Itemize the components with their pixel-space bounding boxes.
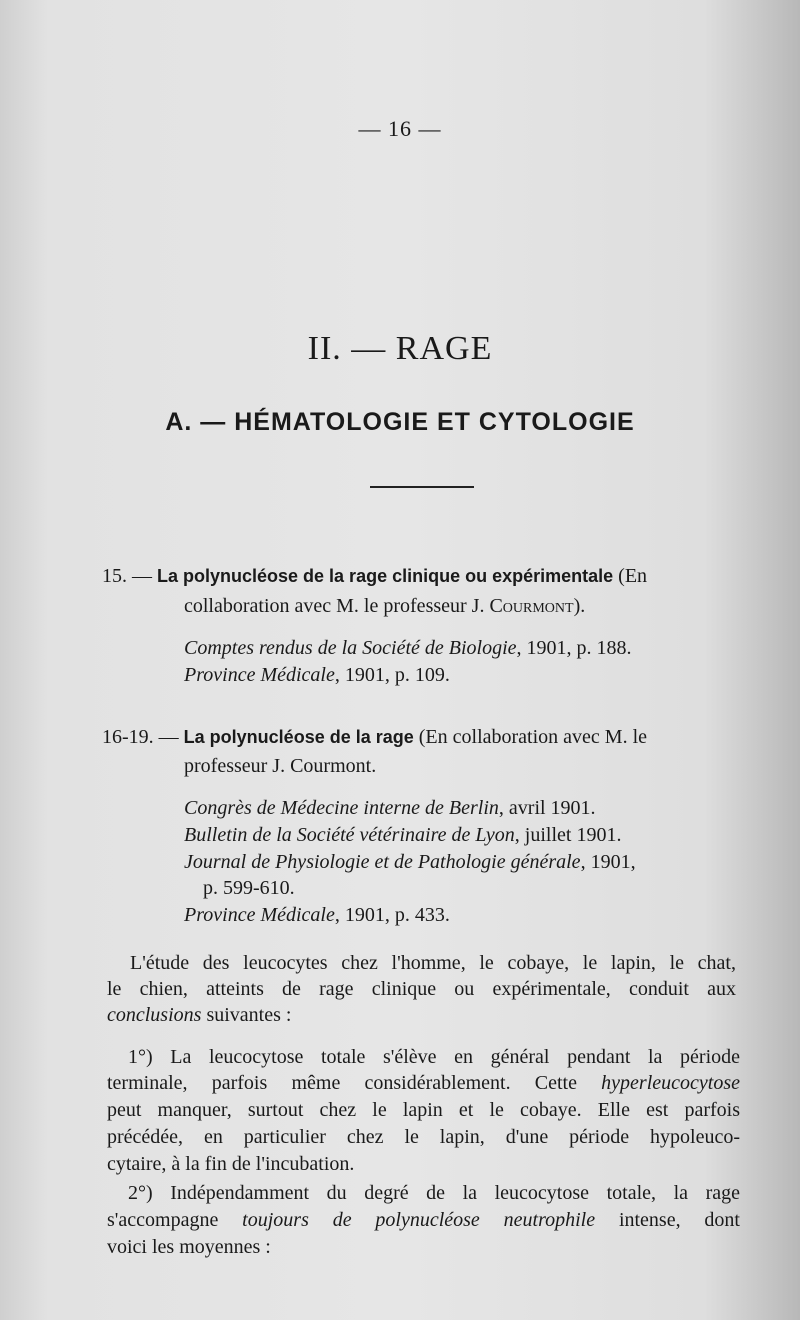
paragraph-line: 2°) Indépendamment du degré de la leucocytose totale, la rage: [128, 1182, 740, 1204]
reference-line: [184, 849, 636, 875]
entry-note-text: collaboration avec M. le professeur J.: [184, 595, 490, 617]
reference-details: , juillet 1901.: [514, 824, 622, 846]
text-span: suivantes :: [201, 1004, 292, 1026]
paragraph-line: précédée, en particulier chez le lapin, d'une période hypoleuco-: [107, 1126, 740, 1148]
journal-name: Bulletin de la Société vétérinaire de Lyon: [184, 824, 515, 846]
reference-details: , 1901,: [580, 851, 636, 873]
chapter-title: II. — RAGE: [307, 330, 493, 367]
reference-details: , avril 1901.: [498, 797, 596, 819]
reference-line: [184, 635, 632, 661]
entry-note: (En: [618, 565, 648, 587]
section-title: A. — HÉMATOLOGIE ET CYTOLOGIE: [165, 408, 635, 436]
emphasis-text: conclusions: [107, 1004, 202, 1026]
reference-line: [184, 795, 596, 821]
paragraph-line: [107, 1207, 740, 1233]
journal-name: Congrès de Médecine interne de Berlin: [184, 797, 499, 819]
paragraph-line: L'étude des leucocytes chez l'homme, le cobaye, le lapin, le chat,: [130, 952, 736, 974]
entry-heading: [102, 563, 732, 589]
reference-details: , 1901, p. 188.: [516, 637, 632, 659]
journal-name: Province Médicale: [184, 664, 335, 686]
reference-details: , 1901, p. 109.: [334, 664, 450, 686]
paragraph-line: [107, 1002, 291, 1028]
entry-note: (En collaboration avec M. le: [418, 726, 648, 748]
journal-name: Province Médicale: [184, 904, 335, 926]
entry-heading: [102, 724, 647, 750]
paragraph-line: cytaire, à la fin de l'incubation.: [107, 1153, 355, 1175]
emphasis-text: hyperleucocytose: [601, 1072, 740, 1094]
journal-name: Journal de Physiologie et de Pathologie générale: [184, 851, 581, 873]
reference-line: [184, 822, 621, 848]
emphasis-text: toujours de polynucléose neutrophile: [242, 1209, 596, 1231]
entry-note-line: [184, 593, 585, 619]
paragraph-line: [107, 1070, 740, 1096]
journal-name: Comptes rendus de la Société de Biologie: [184, 637, 517, 659]
entry-number: 16-19. —: [102, 726, 179, 748]
entry-title: La polynucléose de la rage clinique ou expérimentale: [157, 566, 614, 586]
entry-number: 15. —: [102, 565, 152, 587]
paragraph-line: peut manquer, surtout chez le lapin et le cobaye. Elle est parfois: [107, 1099, 740, 1121]
reference-line: [184, 662, 450, 688]
reference-details: , 1901, p. 433.: [334, 904, 450, 926]
paragraph-line: le chien, atteints de rage clinique ou expérimentale, conduit aux: [107, 978, 736, 1000]
entry-title: La polynucléose de la rage: [183, 727, 414, 747]
paragraph-line: voici les moyennes :: [107, 1236, 271, 1258]
reference-line: [184, 902, 450, 928]
section-divider: [370, 486, 474, 488]
entry-note-line: professeur J. Courmont.: [184, 755, 377, 777]
entry-note-end: ).: [573, 595, 586, 617]
text-span: s'accompagne: [107, 1209, 243, 1231]
page-number: — 16 —: [358, 116, 442, 141]
text-span: terminale, parfois même considérablement. Cette: [107, 1072, 602, 1094]
author-name: Courmont: [489, 595, 574, 617]
reference-continuation: p. 599-610.: [203, 877, 295, 899]
paragraph-line: 1°) La leucocytose totale s'élève en général pendant la période: [128, 1046, 740, 1068]
text-span: intense, dont: [595, 1209, 740, 1231]
